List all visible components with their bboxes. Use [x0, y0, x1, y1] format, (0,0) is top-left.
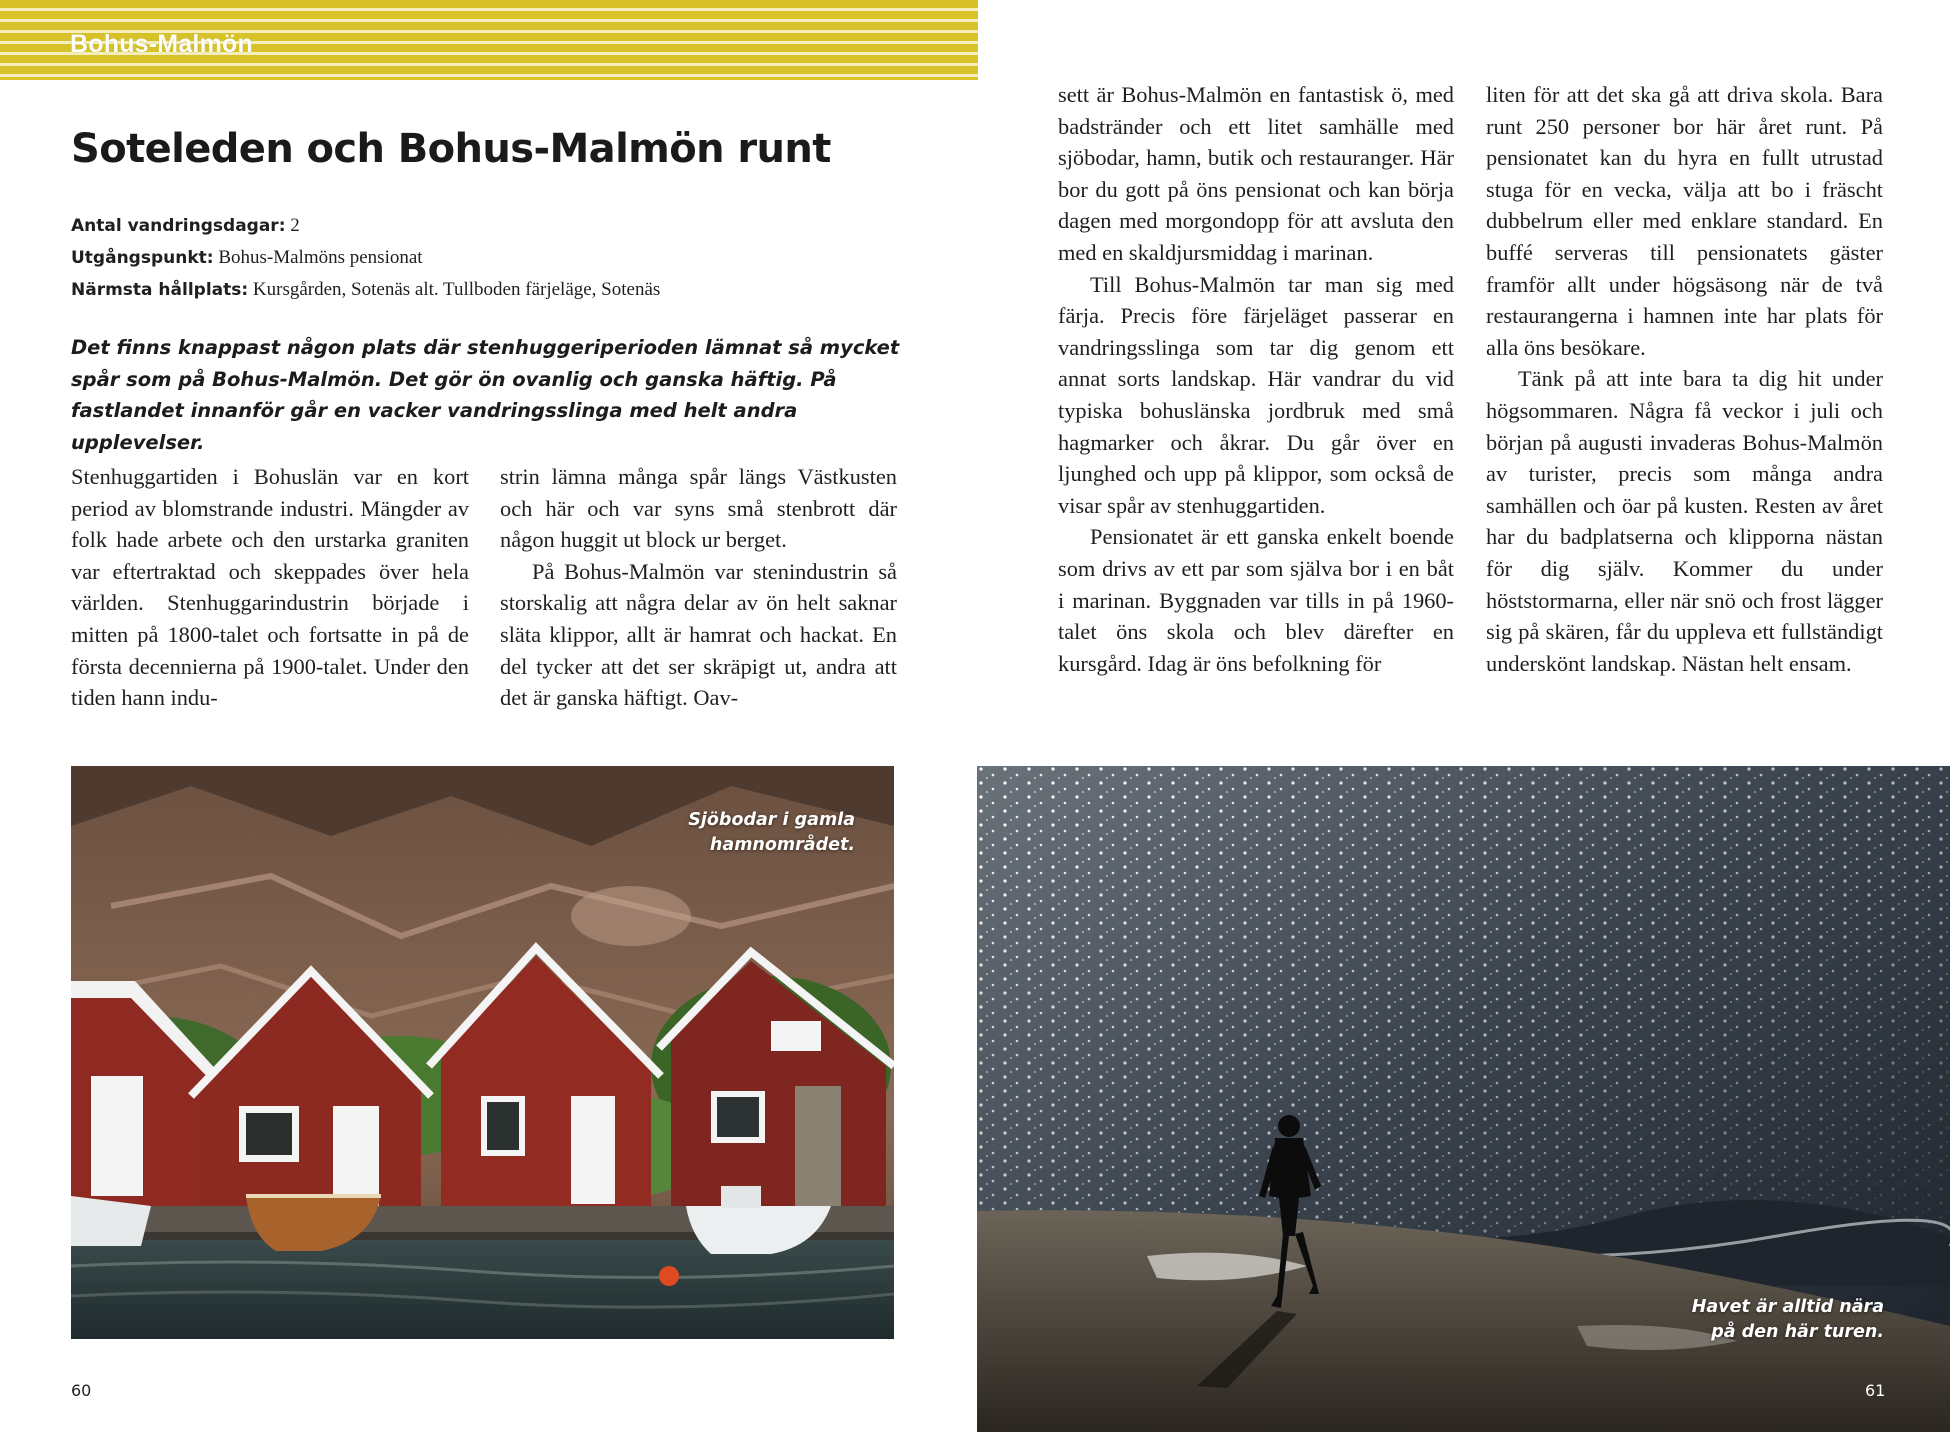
fact-value: Kursgården, Sotenäs alt. Tullboden färjeläge, Sotenäs	[252, 279, 661, 300]
fact-start	[71, 242, 660, 274]
fact-label: Antal vandringsdagar:	[71, 216, 286, 236]
chapter-intro: Det finns knappast någon plats där stenhuggeriperioden lämnat så mycket spår som på Bohus-Malmön. Det gör ön ovanlig och ganska häftig. På fastlandet innanför går en vacker vandringsslinga med helt andra upplevelser.	[71, 336, 900, 454]
page-number-right: 61	[1865, 1381, 1886, 1400]
chapter-title: Soteleden och Bohus-Malmön runt	[71, 126, 831, 172]
body-column-4	[1486, 79, 1883, 679]
paragraph: På Bohus-Malmön var stenindustrin så storskalig att några delar av ön helt saknar släta klippor, allt är hamrat och hackat. En del tycker att det ser skräpigt ut, andra att det är ganska häftigt. Oav-	[500, 558, 897, 711]
section-label: Bohus-Malmön	[70, 30, 253, 58]
caption-line: Sjöbodar i gamla	[688, 810, 855, 830]
route-facts	[71, 210, 660, 306]
body-column-2	[500, 461, 897, 714]
body-column-1	[71, 461, 469, 714]
fact-value: Bohus-Malmöns pensionat	[218, 247, 423, 268]
fact-stop	[71, 274, 660, 306]
paragraph: Till Bohus-Malmön tar man sig med färja. Precis före färjeläget passerar en vandringsslinga som tar dig genom ett annat sorts landskap. Här vandrar du vid typiska bohuslänska jordbruk med små hagmarker och åkrar. Du går över en ljunghed och upp på klippor, som också de visar spår av stenhuggartiden.	[1058, 271, 1454, 518]
caption-line: hamnområdet.	[709, 835, 855, 855]
paragraph: Stenhuggartiden i Bohuslän var en kort period av blomstrande industri. Mängder av folk hade arbete och den urstarka graniten var eftertraktad och skeppades över hela världen. Stenhuggarindustrin började i mitten på 1800-talet och fortsatte in på de första decennierna på 1900-talet. Under den tiden hann indu-	[71, 464, 469, 711]
fact-days	[71, 210, 660, 242]
fact-value: 2	[290, 215, 300, 236]
caption-line: på den här turen.	[1711, 1322, 1884, 1342]
photo-caption-right	[1624, 1295, 1884, 1345]
caption-line: Havet är alltid nära	[1691, 1297, 1884, 1317]
paragraph: Tänk på att inte bara ta dig hit under högsommaren. Några få veckor i juli och början på augusti invaderas Bohus-Malmön av turister, precis som många andra samhällen och öar på kusten. Resten av året har du badplatserna och klipporna nästan för dig själv. Kommer du under höststormarna, eller när snö och frost lägger sig på skären, får du uppleva ett fullständigt underskönt landskap. Nästan helt ensam.	[1486, 366, 1883, 676]
photo-caption-left	[595, 808, 855, 858]
body-column-3	[1058, 79, 1454, 679]
page-number-left: 60	[71, 1381, 92, 1400]
fact-label: Närmsta hållplats:	[71, 280, 249, 300]
paragraph: liten för att det ska gå att driva skola. Bara runt 250 personer bor här året runt. På pensionatet kan du hyra en fullt utrustad stuga för en vecka, välja att bo i fräscht dubbelrum eller med enklare standard. En buffé serveras till pensionatets gäster framför allt under högsäsong när de två restaurangerna i hamnen inte har plats för alla öns besökare.	[1486, 82, 1883, 360]
fact-label: Utgångspunkt:	[71, 248, 214, 268]
paragraph: Pensionatet är ett ganska enkelt boende som drivs av ett par som själva bor i en båt i marinan. Byggnaden var tills in på 1960-talet öns skola och blev därefter en kursgård. Idag är öns befolkning för	[1058, 524, 1454, 676]
paragraph: sett är Bohus-Malmön en fantastisk ö, med badstränder och ett litet samhälle med sjöbodar, hamn, butik och restauranger. Här bor du gott på öns pensionat och kan börja dagen med morgondopp för att avsluta den med en skaldjursmiddag i marinan.	[1058, 82, 1454, 265]
paragraph: strin lämna många spår längs Västkusten och här och var syns små stenbrott där någon huggit ut block ur berget.	[500, 464, 897, 553]
